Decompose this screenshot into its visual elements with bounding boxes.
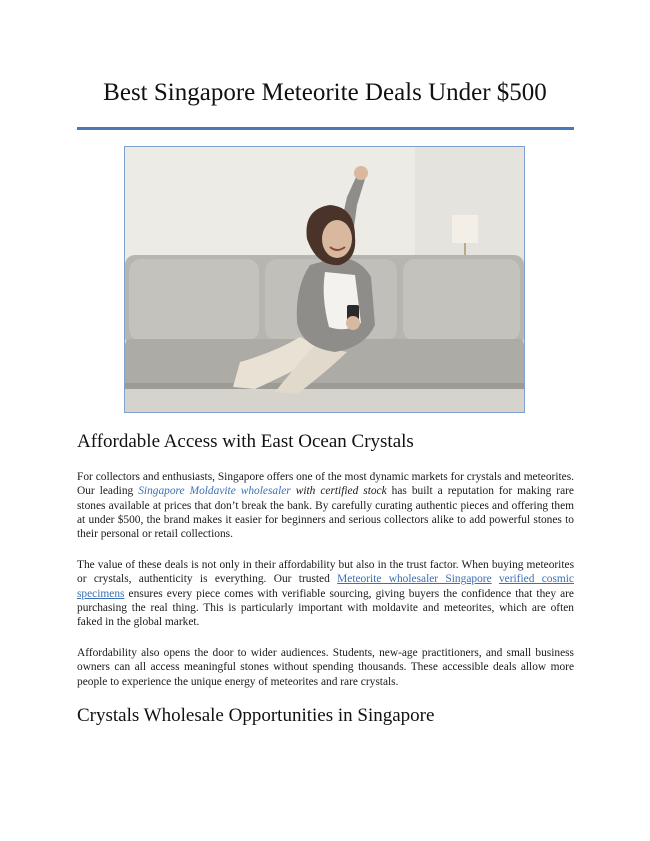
paragraph-text: The value of these deals is not only in their affordability but also in the trust factor. When buying meteorites or crystals, authenticity is everything. Our trusted bbox=[77, 559, 574, 586]
woman-celebrating-on-sofa-photo bbox=[124, 146, 525, 413]
title-divider bbox=[77, 127, 574, 130]
section-heading-affordable-access: Affordable Access with East Ocean Crystals bbox=[77, 431, 414, 452]
paragraph-text: For collectors and enthusiasts, Singapore offers one of the most dynamic markets for crystals and meteorites. Our leading bbox=[77, 471, 574, 498]
paragraph-text bbox=[492, 573, 499, 585]
paragraph-affordability: Affordability also opens the door to wider audiences. Students, new-age practitioners, and small business owners can all access meaningful stones without spending thousands. These accessible deals allow more people to experience the unique energy of meteorites and rare crystals. bbox=[77, 647, 574, 688]
paragraph-text: has built a reputation for making rare stones available at prices that don’t break the bank. By carefully curating authentic pieces and offering them at under $500, the brand makes it easier for beginners and serious collectors alike to add powerful stones to their personal or retail collections. bbox=[77, 485, 574, 541]
paragraph-intro bbox=[77, 470, 574, 541]
paragraph-trust bbox=[77, 558, 574, 629]
verified-specimens-link[interactable]: verified cosmic specimens bbox=[77, 573, 574, 600]
page-title: Best Singapore Meteorite Deals Under $500 bbox=[103, 79, 547, 106]
paragraph-text-italic: with certified stock bbox=[290, 485, 387, 498]
section-heading-wholesale-opportunities: Crystals Wholesale Opportunities in Singapore bbox=[77, 705, 435, 726]
paragraph-text: ensures every piece comes with verifiable sourcing, giving buyers the confidence that they are purchasing the real thing. This is particularly important with moldavite and meteorites, which are often faked in the global market. bbox=[77, 587, 574, 629]
moldavite-wholesaler-link[interactable]: Singapore Moldavite wholesaler bbox=[138, 485, 291, 498]
meteorite-wholesaler-link[interactable]: Meteorite wholesaler Singapore bbox=[337, 573, 492, 586]
